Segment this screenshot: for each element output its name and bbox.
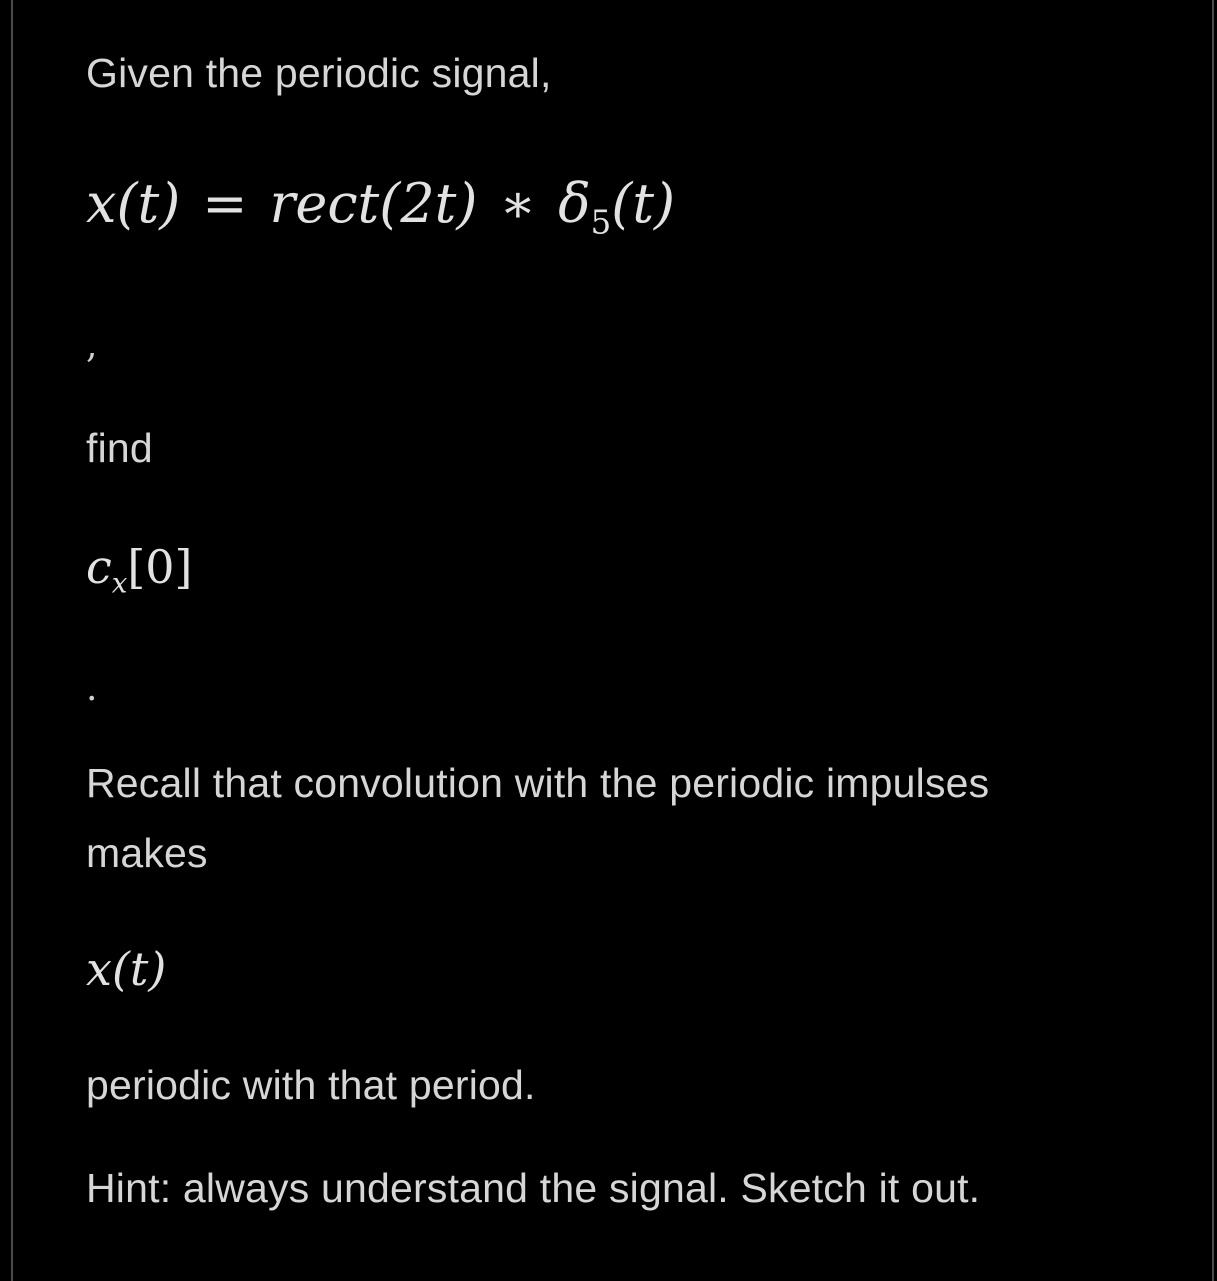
comma-mark: , — [86, 325, 98, 366]
hint-text: Hint: always understand the signal. Sketch it out. — [86, 1165, 981, 1211]
xt-equation — [86, 942, 166, 996]
delta-symbol: δ — [558, 172, 591, 235]
equals-sign: = — [202, 172, 248, 235]
intro-text: Given the periodic signal, — [86, 50, 552, 96]
find-text: find — [86, 425, 153, 471]
cx-index: [0] — [127, 540, 193, 594]
cx-equation — [86, 540, 193, 600]
delta-subscript: 5 — [590, 203, 612, 242]
xt-symbol: x(t) — [86, 942, 167, 996]
period-mark: . — [86, 668, 98, 709]
delta-argument: (t) — [611, 172, 676, 235]
equation-lhs: x(t) — [86, 172, 181, 235]
content-panel — [11, 0, 1214, 1281]
cx-subscript: x — [111, 566, 128, 600]
convolution-operator: ∗ — [499, 172, 537, 235]
periodic-text: periodic with that period. — [86, 1062, 536, 1108]
main-equation — [86, 172, 675, 241]
rect-term: rect(2t) — [269, 172, 478, 235]
cx-symbol: c — [86, 540, 112, 594]
recall-text-line1: Recall that convolution with the periodic impulses — [86, 760, 990, 806]
recall-text-line2: makes — [86, 830, 208, 876]
